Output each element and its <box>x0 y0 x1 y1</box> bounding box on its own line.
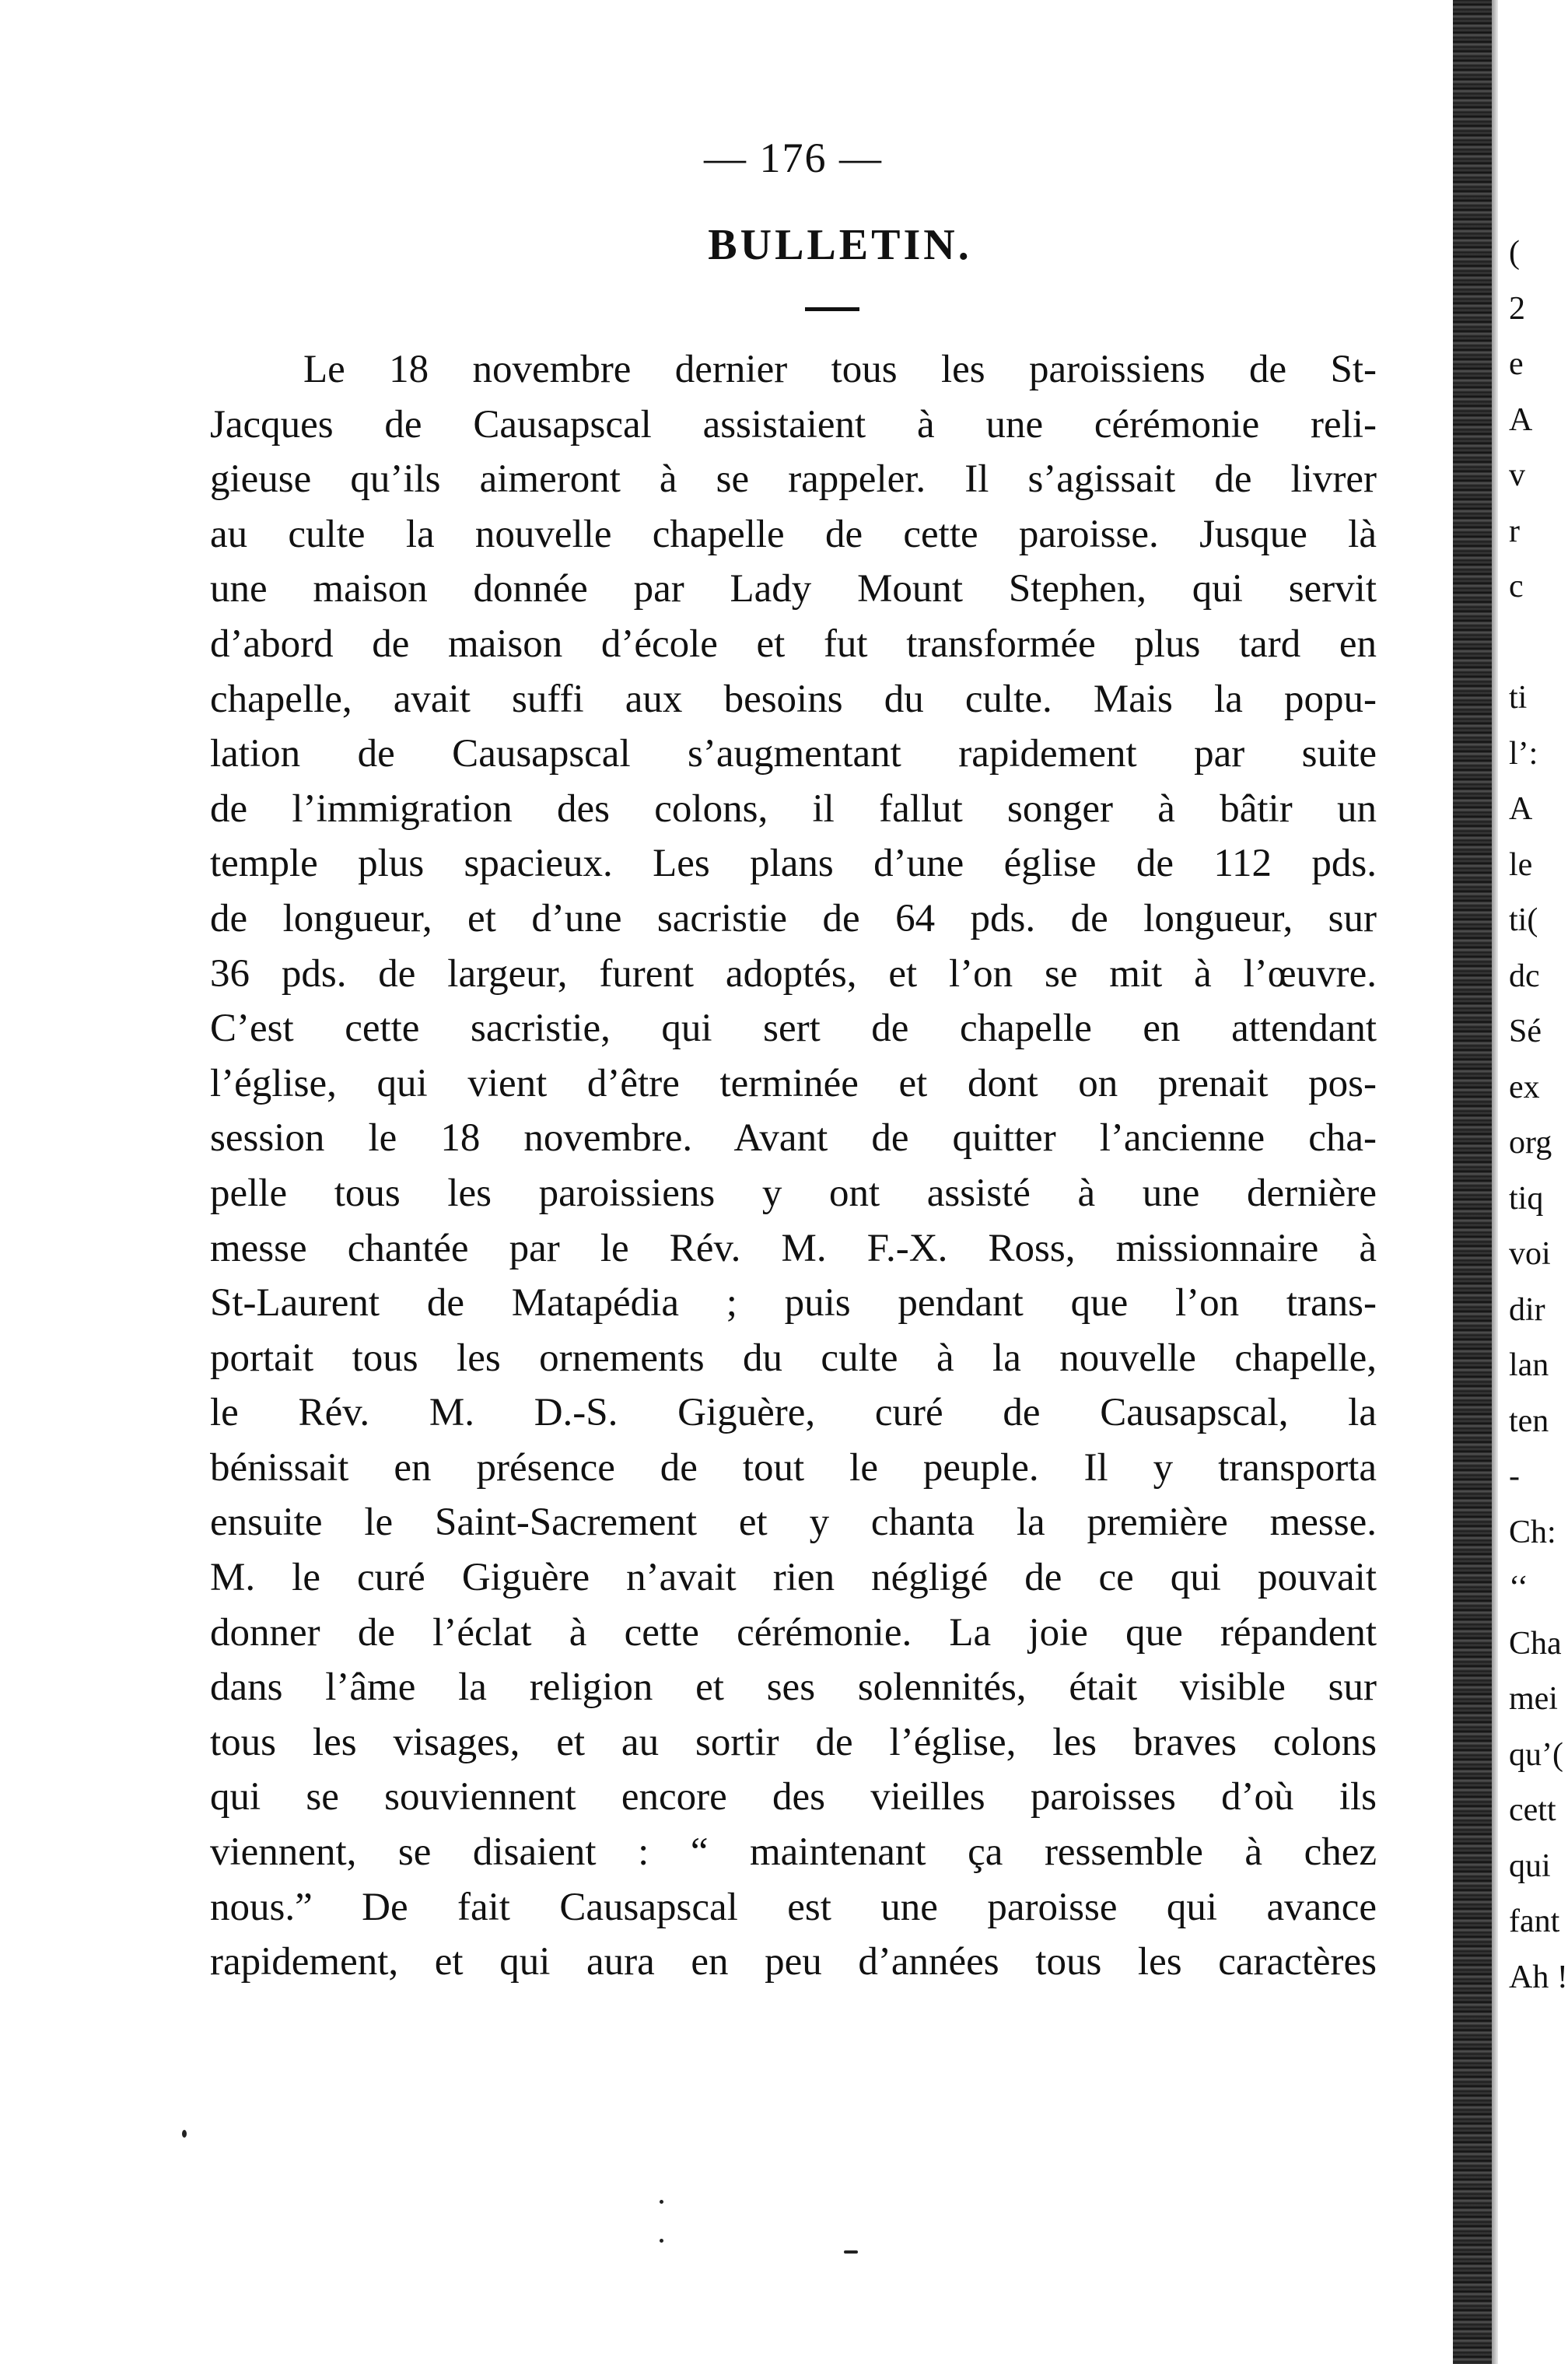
facing-fragment: qu’( <box>1509 1736 1563 1773</box>
article-line: chapelle, avait suffi aux besoins du culte. Mais la popu- <box>210 677 1377 721</box>
facing-fragment: qui <box>1509 1847 1551 1884</box>
article-line: tous les visages, et au sortir de l’église, les braves colons <box>210 1720 1377 1764</box>
section-title: BULLETIN. <box>708 221 972 269</box>
facing-fragment: cett <box>1509 1792 1556 1828</box>
article-line: temple plus spacieux. Les plans d’une église de 112 pds. <box>210 842 1377 886</box>
article-line: pelle tous les paroissiens y ont assisté à une dernière <box>210 1171 1377 1215</box>
article-line: rapidement, et qui aura en peu d’années tous les caractères <box>210 1940 1377 1984</box>
facing-fragment: ti <box>1509 680 1528 716</box>
article-line: 36 pds. de largeur, furent adoptés, et l’on se mit à l’œuvre. <box>210 951 1377 996</box>
facing-fragment <box>1509 615 1557 671</box>
article-line: bénissait en présence de tout le peuple. Il y transporta <box>210 1445 1377 1490</box>
facing-fragment: - <box>1509 1459 1520 1494</box>
facing-fragment: e <box>1509 346 1524 382</box>
facing-fragment: org <box>1509 1125 1552 1161</box>
scan-speck <box>182 2130 187 2138</box>
facing-fragment: Cha <box>1509 1625 1562 1662</box>
facing-fragment: A <box>1509 791 1533 827</box>
page-number: — 176 — <box>704 135 883 181</box>
title-divider <box>805 307 859 311</box>
facing-fragment: dir <box>1509 1291 1545 1328</box>
facing-fragment: mei <box>1509 1681 1558 1717</box>
gutter-highlight <box>1492 0 1498 2364</box>
article-line: messe chantée par le Rév. M. F.-X. Ross, missionnaire à <box>210 1226 1377 1270</box>
facing-fragment: voi <box>1509 1236 1551 1272</box>
article-line: d’abord de maison d’école et fut transformée plus tard en <box>210 622 1377 666</box>
facing-fragment: r <box>1509 513 1520 549</box>
article-line: portait tous les ornements du culte à la nouvelle chapelle, <box>210 1336 1377 1380</box>
article-line: le Rév. M. D.-S. Giguère, curé de Causapscal, la <box>210 1391 1377 1435</box>
article-body <box>210 342 1377 1990</box>
facing-fragment: le <box>1509 846 1533 883</box>
article-line: au culte la nouvelle chapelle de cette paroisse. Jusque là <box>210 512 1377 556</box>
facing-fragment: Ch: <box>1509 1514 1556 1550</box>
article-line: lation de Causapscal s’augmentant rapidement par suite <box>210 732 1377 776</box>
facing-fragment: ten <box>1509 1403 1549 1439</box>
article-line: C’est cette sacristie, qui sert de chapelle en attendant <box>210 1007 1377 1051</box>
facing-fragment: ( <box>1509 235 1520 271</box>
article-line: Le 18 novembre dernier tous les paroissiens de St- <box>303 348 1377 391</box>
article-line: une maison donnée par Lady Mount Stephen, qui servit <box>210 567 1377 611</box>
facing-fragment: tiq <box>1509 1180 1544 1217</box>
article-line: ensuite le Saint-Sacrement et y chanta la première messe. <box>210 1501 1377 1545</box>
facing-fragment: ‘‘ <box>1509 1570 1528 1606</box>
article-line: Jacques de Causapscal assistaient à une cérémonie reli- <box>210 402 1377 447</box>
facing-fragment: v <box>1509 457 1525 493</box>
article-line: nous.” De fait Causapscal est une paroisse qui avance <box>210 1885 1377 1929</box>
article-line: session le 18 novembre. Avant de quitter l’ancienne cha- <box>210 1116 1377 1161</box>
binding-gutter <box>1453 0 1492 2364</box>
facing-fragment: A <box>1509 401 1533 438</box>
main-text-column <box>210 131 1377 1990</box>
facing-fragment: 2 <box>1509 290 1525 327</box>
article-line: l’église, qui vient d’être terminée et dont on prenait pos- <box>210 1061 1377 1105</box>
facing-fragment: l’: <box>1509 735 1538 772</box>
scan-speck <box>660 2200 663 2204</box>
facing-fragment: lan <box>1509 1347 1549 1383</box>
facing-fragment: c <box>1509 569 1524 604</box>
facing-fragment: dc <box>1509 958 1540 994</box>
article-line: viennent, se disaient : “ maintenant ça ressemble à chez <box>210 1830 1377 1875</box>
article-line: qui se souviennent encore des vieilles paroisses d’où ils <box>210 1775 1377 1819</box>
facing-fragment: ti( <box>1509 902 1538 938</box>
article-line: de longueur, et d’une sacristie de 64 pds. de longueur, sur <box>210 896 1377 940</box>
scan-speck <box>660 2239 663 2243</box>
facing-fragment: Ah ! <box>1509 1959 1568 1995</box>
facing-page-text <box>1509 226 1568 2005</box>
article-line: gieuse qu’ils aimeront à se rappeler. Il s’agissait de livrer <box>210 457 1377 502</box>
facing-fragment: fant <box>1509 1903 1560 1939</box>
facing-fragment: Sé <box>1509 1014 1542 1049</box>
article-line: dans l’âme la religion et ses solennités, était visible sur <box>210 1665 1377 1710</box>
article-line: M. le curé Giguère n’avait rien négligé de ce qui pouvait <box>210 1556 1377 1600</box>
facing-fragment: ex <box>1509 1069 1540 1105</box>
article-line: de l’immigration des colons, il fallut songer à bâtir un <box>210 786 1377 831</box>
article-line: donner de l’éclat à cette cérémonie. La joie que répandent <box>210 1610 1377 1655</box>
scan-speck <box>844 2250 858 2254</box>
article-line: St-Laurent de Matapédia ; puis pendant que l’on trans- <box>210 1281 1377 1326</box>
